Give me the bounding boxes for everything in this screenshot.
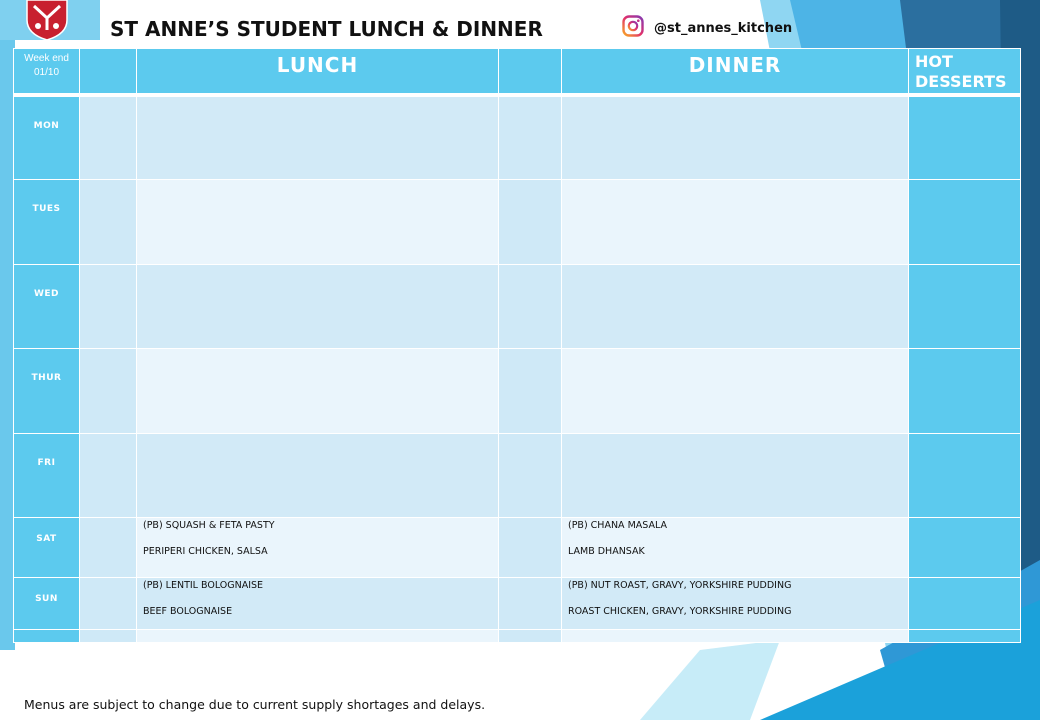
spacer-cell [499, 95, 562, 179]
supply-disclaimer: Menus are subject to change due to current supply shortages and delays. [24, 697, 486, 712]
hot-desserts-line1: HOT [915, 52, 953, 71]
spacer-cell [499, 348, 562, 433]
cell-text: TUES [32, 203, 61, 214]
lunch-item-2: BEEF BOLOGNAISE [143, 605, 233, 617]
dinner-cell [562, 517, 909, 577]
spacer-cell [80, 433, 137, 517]
lunch-cell [137, 264, 499, 348]
lunch-header [137, 49, 499, 96]
table-row [14, 577, 1021, 629]
table-row [14, 348, 1021, 433]
lunch-cell [137, 179, 499, 264]
lunch-cell [137, 95, 499, 179]
cell-text: LUNCH [276, 53, 359, 77]
lunch-cell [137, 348, 499, 433]
dinner-item-1: (PB) NUT ROAST, GRAVY, YORKSHIRE PUDDING [568, 579, 792, 591]
dinner-cell [562, 95, 909, 179]
header-spacer-1 [80, 49, 137, 96]
spacer-cell [80, 577, 137, 629]
dinner-item-1: (PB) CHANA MASALA [568, 519, 667, 531]
dessert-cell [909, 95, 1021, 179]
table-footer-row [14, 629, 1021, 642]
cell-text: SAT [36, 533, 57, 544]
week-end-header [14, 49, 80, 96]
dessert-cell [909, 433, 1021, 517]
spacer-cell [80, 348, 137, 433]
cell-text [14, 49, 79, 80]
footer-cell [562, 629, 909, 642]
table-row [14, 433, 1021, 517]
table-row [14, 95, 1021, 179]
dinner-cell [562, 577, 909, 629]
lunch-cell [137, 517, 499, 577]
header-spacer-2 [499, 49, 562, 96]
hot-desserts-header [909, 49, 1021, 96]
table-row [14, 264, 1021, 348]
spacer-cell [80, 179, 137, 264]
week-end-date: 01/10 [33, 67, 60, 78]
spacer-cell [80, 517, 137, 577]
dinner-cell [562, 264, 909, 348]
cell-text: WED [33, 288, 60, 299]
spacer-cell [80, 95, 137, 179]
week-end-label: Week end [24, 53, 69, 64]
spacer-cell [499, 517, 562, 577]
dinner-cell [562, 348, 909, 433]
day-label [14, 348, 80, 433]
dinner-item-2: LAMB DHANSAK [568, 545, 645, 557]
cell-text [909, 49, 1020, 92]
table-row [14, 517, 1021, 577]
dinner-cell [562, 179, 909, 264]
menu-table [13, 48, 1021, 643]
cell-text: MON [33, 121, 60, 131]
lunch-item-1: (PB) LENTIL BOLOGNAISE [143, 579, 264, 591]
lunch-item-2: PERIPERI CHICKEN, SALSA [143, 545, 268, 557]
dinner-cell [562, 433, 909, 517]
hot-desserts-line2: DESSERTS [915, 72, 1007, 91]
day-label [14, 433, 80, 517]
instagram-icon[interactable] [622, 15, 644, 37]
spacer-cell [499, 264, 562, 348]
day-label [14, 264, 80, 348]
day-label [14, 577, 80, 629]
table-row [14, 179, 1021, 264]
lunch-cell [137, 577, 499, 629]
dessert-cell [909, 348, 1021, 433]
spacer-cell [499, 179, 562, 264]
footer-cell [14, 629, 80, 642]
day-label [14, 95, 80, 179]
instagram-handle[interactable]: @st_annes_kitchen [654, 21, 793, 36]
lunch-cell [137, 433, 499, 517]
lunch-item-1: (PB) SQUASH & FETA PASTY [143, 519, 275, 531]
dinner-item-2: ROAST CHICKEN, GRAVY, YORKSHIRE PUDDING [568, 605, 792, 617]
dessert-cell [909, 517, 1021, 577]
spacer-cell [80, 264, 137, 348]
header-row [14, 49, 1021, 96]
dessert-cell [909, 264, 1021, 348]
day-label [14, 179, 80, 264]
spacer-cell [499, 577, 562, 629]
cell-text: DINNER [688, 53, 782, 77]
crest-logo-icon [24, 0, 70, 40]
cell-text: THUR [31, 372, 62, 383]
spacer-cell [499, 433, 562, 517]
footer-cell [80, 629, 137, 642]
dessert-cell [909, 577, 1021, 629]
footer-cell [137, 629, 499, 642]
dinner-header [562, 49, 909, 96]
cell-text: SUN [35, 593, 58, 604]
page-title: ST ANNE’S STUDENT LUNCH & DINNER [110, 17, 543, 41]
day-label [14, 517, 80, 577]
dessert-cell [909, 179, 1021, 264]
footer-cell [499, 629, 562, 642]
footer-cell [909, 629, 1021, 642]
cell-text: FRI [37, 457, 56, 468]
